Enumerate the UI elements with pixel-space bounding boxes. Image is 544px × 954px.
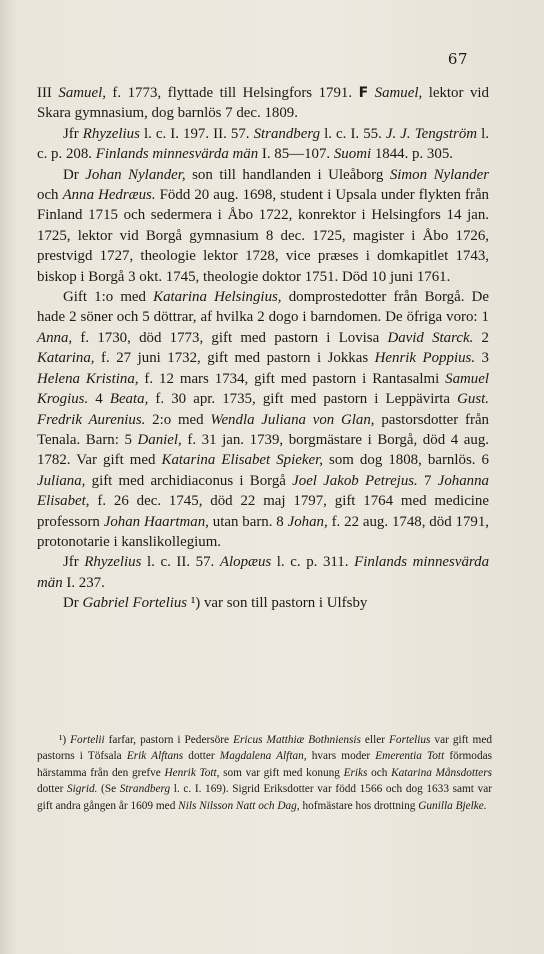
footnote — [37, 732, 492, 814]
text-run: f. 22 aug. 1748, död 1791, protonotarie i kanslikollegium. — [37, 513, 489, 550]
text-run: Dr — [63, 166, 86, 183]
text-run: f. 27 juni 1732, gift med pastorn i Jokkas — [94, 350, 375, 367]
italic-text: Fortelius — [389, 734, 431, 746]
italic-text: Alopæus — [219, 554, 272, 571]
paragraph-references-2 — [37, 552, 489, 593]
paragraph-samuel — [37, 83, 489, 124]
paragraph-marriages — [37, 287, 489, 552]
italic-text: Magdalena Alftan, — [219, 750, 307, 763]
text-run: l. c. p. 208. — [37, 125, 489, 163]
text-run: f. 30 apr. 1735, gift med pastorn i Leppävirta — [148, 391, 458, 408]
italic-text: Katarina Månsdotters — [391, 766, 492, 779]
text-run: Gift 1:o med — [63, 289, 154, 306]
text-run: Född 20 aug. 1698, student i Upsala under flykten från Finland 1715 och sedermera i Åbo 1722, konrektor i Helsingfors 14 jan. 1725, lektor vid Borgå gymnasium 8 dec. 1725, magister i Åbo 1726, prestvigd 1727, theologie lektor 1728, vice præses i domkapitlet 1743, biskop i Borgå 3 okt. 1745, theologie doktor 1751. Död 10 juni 1761. — [37, 187, 490, 285]
text-run: son till handlanden i Uleåborg — [185, 166, 390, 183]
italic-text: Gust. Fredrik Aurenius. — [37, 391, 490, 428]
italic-text: Strandberg — [119, 783, 171, 796]
text-run: utan barn. 8 — [208, 513, 288, 530]
text-run: ¹) — [59, 734, 71, 746]
text-run: hvars moder — [306, 750, 376, 763]
text-run: l. c. p. 311. — [271, 554, 355, 571]
text-run: domprostedotter från Borgå. De hade 2 söner och 5 döttrar, af hvilka 2 dogo i barndomen. De öfriga voro: 1 — [37, 289, 489, 326]
text-run: dotter — [183, 750, 220, 763]
italic-text: Anna, — [37, 329, 73, 346]
italic-text: Fortelii — [70, 734, 105, 746]
italic-text: Suomi — [333, 146, 372, 163]
text-run: 4 — [88, 391, 110, 408]
text-run: 3 — [475, 350, 489, 367]
text-run: l. c. I. 55. — [320, 125, 386, 142]
italic-text: Finlands minnesvärda män — [95, 146, 259, 163]
text-run: 2:o med — [145, 411, 211, 428]
text-run: f. 12 mars 1734, gift med pastorn i Rantasalmi — [138, 370, 446, 387]
text-run: lektor vid Skara gymnasium, dog barnlös 7 dec. 1809. — [37, 85, 489, 122]
paragraph-references-1 — [37, 124, 489, 165]
text-run: l. c. I. 197. II. 57. — [139, 125, 254, 142]
text-run: farfar, pastorn i Pedersöre — [104, 734, 234, 746]
italic-text: Katarina Elisabet Spieker, — [161, 452, 323, 469]
text-run: III — [37, 85, 59, 101]
text-run: pastorsdotter från Tenala. Barn: 5 — [37, 411, 489, 448]
page-number: 67 — [447, 50, 468, 68]
italic-text: Johan, — [287, 513, 328, 530]
text-run: var gift med pastorns i Töfsala — [37, 734, 492, 763]
text-run: 1844. p. 305. — [371, 146, 453, 163]
text-run: som dog 1808, barnlös. 6 — [322, 452, 489, 469]
text-run: ¹) var son till pastorn i Ulfsby — [187, 595, 368, 612]
italic-text: David Starck. — [387, 329, 474, 346]
text-run: 2 — [473, 329, 490, 346]
italic-text: Simon Nylander — [389, 166, 489, 183]
italic-text: Eriks — [343, 766, 368, 779]
text-run: I. 85—107. — [258, 146, 334, 163]
italic-text: Samuel Krogius. — [37, 370, 489, 408]
italic-text: Daniel, — [137, 431, 182, 448]
italic-text: Joel Jakob Petrejus. — [292, 472, 418, 489]
italic-text: Erik Alftans — [126, 750, 184, 763]
paragraph-johan-nylander — [37, 165, 489, 287]
text-run: f. 26 dec. 1745, död 22 maj 1797, gift 1764 med medicine professorn — [37, 493, 489, 530]
italic-text: Anna Hedræus. — [62, 187, 156, 204]
italic-text: Strandberg — [253, 125, 321, 142]
italic-text: Katarina, — [37, 350, 95, 367]
italic-text: Gunilla Bjelke. — [418, 799, 487, 812]
text-run: (Se — [97, 783, 120, 796]
italic-text: Juliana, — [37, 472, 86, 489]
italic-text: Katarina Helsingius, — [153, 289, 282, 306]
italic-text: Helena Kristina, — [37, 370, 139, 387]
italic-text: Samuel, — [58, 85, 106, 101]
italic-text: Wendla Juliana von Glan, — [210, 411, 375, 428]
italic-text: Henrik Tott, — [164, 766, 220, 779]
text-run: hofmästare hos drottning — [299, 799, 419, 812]
text-run: dotter — [37, 783, 67, 796]
italic-text: Ericus Matthiæ Bothniensis — [233, 734, 361, 746]
italic-text: Henrik Poppius. — [374, 350, 476, 367]
text-run: Jfr — [63, 125, 83, 142]
paragraph-gabriel-fortelius — [37, 593, 489, 613]
italic-text: Sigrid. — [66, 783, 98, 796]
text-run: l. c. I. 169). Sigrid Eriksdotter var född 1566 och dog 1633 samt var gift andra gången år 1609 med — [37, 783, 492, 812]
italic-text: Nils Nilsson Natt och Dag, — [178, 799, 300, 812]
text-run: som var gift med konung — [219, 766, 344, 779]
text-run: förmodas härstamma från den grefve — [37, 750, 493, 779]
italic-text: Rhyzelius — [84, 554, 142, 571]
main-text — [37, 83, 489, 614]
text-run: och — [37, 187, 63, 204]
text-run: l. c. II. 57. — [141, 554, 220, 571]
italic-text: Johan Nylander, — [85, 166, 186, 183]
italic-text: Gabriel Fortelius — [82, 595, 188, 612]
italic-text: J. J. Tengström — [385, 125, 478, 142]
italic-text: Johanna Elisabet, — [37, 472, 489, 510]
text-run: gift med archidiaconus i Borgå — [85, 472, 293, 489]
italic-text: Beata, — [109, 391, 149, 408]
text-run: och — [367, 766, 392, 779]
italic-text: Finlands minnesvärda män — [37, 554, 490, 591]
italic-text: Johan Haartman, — [103, 513, 209, 530]
text-run: Jfr — [63, 554, 85, 571]
italic-text: Emerentia Tott — [375, 750, 445, 763]
text-run: I. 237. — [62, 574, 105, 591]
cross-mark: F — [358, 85, 369, 101]
italic-text: Rhyzelius — [82, 125, 140, 142]
text-run: Dr — [63, 595, 83, 612]
text-run: eller — [360, 734, 390, 746]
text-run: f. 1773, flyttade till Helsingfors 1791. — [105, 85, 359, 101]
text-run: 7 — [417, 472, 438, 489]
italic-text: Samuel, — [368, 85, 423, 101]
text-run: f. 31 jan. 1739, borgmästare i Borgå, död 4 aug. 1782. Var gift med — [37, 431, 489, 469]
text-run: f. 1730, död 1773, gift med pastorn i Lovisa — [72, 329, 388, 346]
